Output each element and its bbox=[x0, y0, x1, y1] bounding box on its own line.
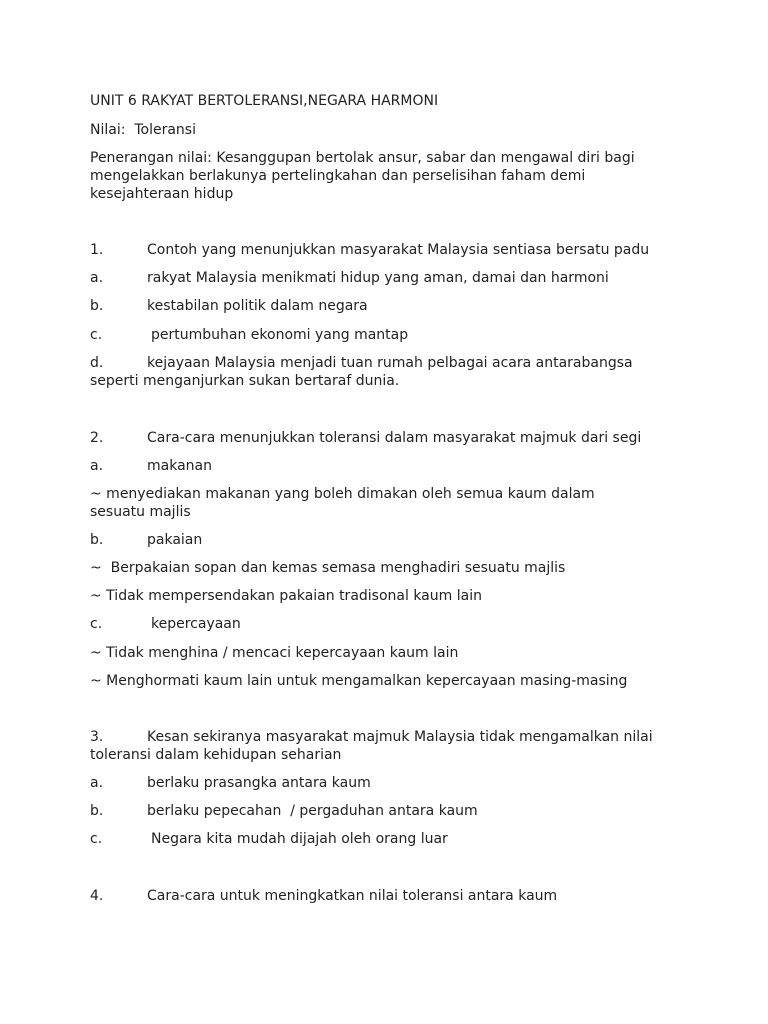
q2-number: 2. bbox=[90, 430, 104, 446]
q4-number: 4. bbox=[90, 888, 104, 904]
q2-a-marker: a. bbox=[90, 458, 104, 474]
nilai-value: Toleransi bbox=[134, 122, 196, 138]
q3-a-text: berlaku prasangka antara kaum bbox=[147, 775, 371, 791]
q1-heading bbox=[90, 241, 649, 259]
q3-b-text: berlaku pepecahan / pergaduhan antara kaum bbox=[147, 803, 478, 819]
penerangan-paragraph bbox=[90, 149, 650, 203]
q1-c-marker: c. bbox=[90, 327, 103, 343]
q3-b-marker: b. bbox=[90, 803, 104, 819]
q2-b-marker: b. bbox=[90, 532, 104, 548]
q3-item-c bbox=[90, 830, 448, 848]
q1-item-b bbox=[90, 297, 368, 315]
q3-item-a bbox=[90, 774, 371, 792]
q2-text: Cara-cara menunjukkan toleransi dalam masyarakat majmuk dari segi bbox=[147, 430, 642, 446]
penerangan-label: Penerangan nilai: bbox=[90, 150, 212, 166]
q4-text: Cara-cara untuk meningkatkan nilai toleransi antara kaum bbox=[147, 888, 558, 904]
q2-b-note-2: ~ Tidak mempersendakan pakaian tradisonal kaum lain bbox=[90, 588, 482, 604]
q3-text: Kesan sekiranya masyarakat majmuk Malaysia tidak mengamalkan nilai bbox=[147, 729, 653, 745]
q1-b-text: kestabilan politik dalam negara bbox=[147, 298, 368, 314]
q2-a-note: ~ menyediakan makanan yang boleh dimakan oleh semua kaum dalam sesuatu majlis bbox=[90, 486, 595, 520]
q3-c-marker: c. bbox=[90, 831, 103, 847]
q2-b-note-1: ~ Berpakaian sopan dan kemas semasa menghadiri sesuatu majlis bbox=[90, 560, 566, 576]
q1-a-text: rakyat Malaysia menikmati hidup yang aman, damai dan harmoni bbox=[147, 270, 609, 286]
q4-heading bbox=[90, 887, 557, 905]
q1-d-marker: d. bbox=[90, 355, 104, 371]
nilai-line bbox=[90, 121, 196, 139]
q1-d-text: kejayaan Malaysia menjadi tuan rumah pelbagai acara antarabangsa bbox=[147, 355, 633, 371]
q1-item-c bbox=[90, 326, 408, 344]
q1-number: 1. bbox=[90, 242, 104, 258]
q2-c-note-2: ~ Menghormati kaum lain untuk mengamalkan kepercayaan masing-masing bbox=[90, 673, 628, 689]
document-title: UNIT 6 RAKYAT BERTOLERANSI,NEGARA HARMONI bbox=[90, 93, 439, 109]
q1-d-continuation: seperti menganjurkan sukan bertaraf dunia. bbox=[90, 373, 400, 389]
q2-c-text: kepercayaan bbox=[151, 616, 241, 632]
q3-item-b bbox=[90, 802, 478, 820]
q2-item-c bbox=[90, 615, 241, 633]
q1-a-marker: a. bbox=[90, 270, 104, 286]
q2-heading bbox=[90, 429, 641, 447]
q2-c-note-1: ~ Tidak menghina / mencaci kepercayaan kaum lain bbox=[90, 645, 459, 661]
q1-item-a bbox=[90, 269, 609, 287]
q2-c-marker: c. bbox=[90, 616, 103, 632]
q3-a-marker: a. bbox=[90, 775, 104, 791]
q1-c-text: pertumbuhan ekonomi yang mantap bbox=[151, 327, 409, 343]
q2-a-text: makanan bbox=[147, 458, 212, 474]
q3-number: 3. bbox=[90, 729, 104, 745]
q1-item-d bbox=[90, 354, 633, 372]
q3-c-text: Negara kita mudah dijajah oleh orang luar bbox=[151, 831, 448, 847]
nilai-label: Nilai: bbox=[90, 122, 126, 138]
q3-continuation: toleransi dalam kehidupan seharian bbox=[90, 747, 342, 763]
q2-b-text: pakaian bbox=[147, 532, 203, 548]
penerangan-text: Kesanggupan bertolak ansur, sabar dan mengawal diri bagi mengelakkan berlakunya pertelingkahan dan perselisihan faham demi kesejahteraan hidup bbox=[90, 150, 635, 202]
q1-text: Contoh yang menunjukkan masyarakat Malaysia sentiasa bersatu padu bbox=[147, 242, 650, 258]
q1-b-marker: b. bbox=[90, 298, 104, 314]
q3-heading bbox=[90, 728, 653, 746]
q2-item-b bbox=[90, 531, 202, 549]
q2-item-a bbox=[90, 457, 212, 475]
